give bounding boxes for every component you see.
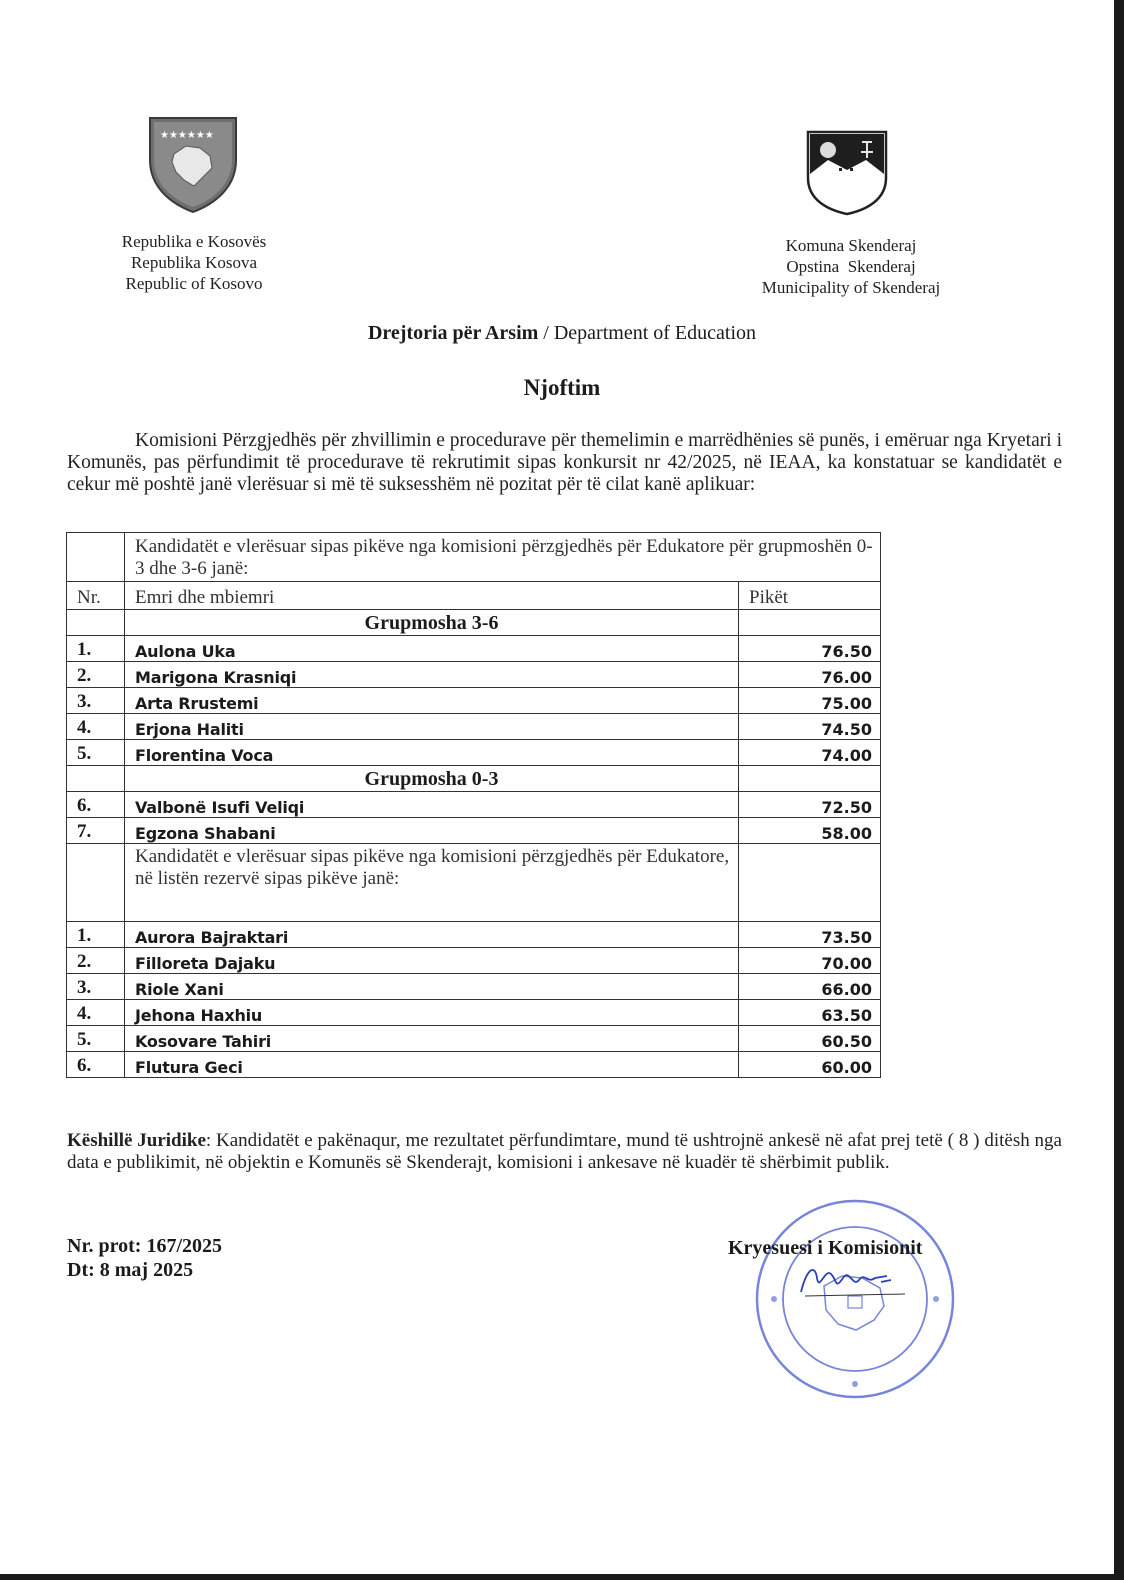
candidate-name: Aulona Uka bbox=[125, 636, 739, 662]
kosovo-coat-of-arms-icon bbox=[148, 116, 238, 214]
intro-paragraph: Komisioni Përzgjedhës për zhvillimin e procedurave për themelimin e marrëdhënies së punës, i emëruar nga Kryetari i Komunës, pas përfundimit të procedurave të rekrutimit sipas konkursit nr 42/2025, në IEAA, ka konstatuar se kandidatët e cekur më poshtë janë vlerësuar si më të suksesshëm në pozitat për të cilat kanë aplikuar: bbox=[67, 430, 1062, 495]
candidate-name: Jehona Haxhiu bbox=[125, 1000, 739, 1026]
candidate-points: 60.50 bbox=[739, 1026, 881, 1052]
candidate-name: Flutura Geci bbox=[125, 1052, 739, 1078]
empty-cell bbox=[739, 766, 881, 792]
svg-text:★★★★★★: ★★★★★★ bbox=[160, 130, 214, 141]
row-number: 7. bbox=[67, 818, 125, 844]
table-caption-main: Kandidatët e vlerësuar sipas pikëve nga komisioni përzgjedhës për Edukatore për grupmoshën 0-3 dhe 3-6 janë: bbox=[125, 533, 881, 582]
candidate-name: Valbonë Isufi Veliqi bbox=[125, 792, 739, 818]
candidate-name: Florentina Voca bbox=[125, 740, 739, 766]
table-row bbox=[67, 714, 881, 740]
row-number: 6. bbox=[67, 792, 125, 818]
candidate-points: 75.00 bbox=[739, 688, 881, 714]
row-number: 6. bbox=[67, 1052, 125, 1078]
empty-cell bbox=[67, 533, 125, 582]
row-number: 3. bbox=[67, 974, 125, 1000]
table-row bbox=[67, 636, 881, 662]
legal-advice-text: : Kandidatët e pakënaqur, me rezultatet përfundimtare, mund të ushtrojnë ankesë në afat prej tetë ( 8 ) ditësh nga data e publikimit, në objektin e Komunës së Skenderajt, komisioni i ankesave në kuadër të shërbimit publik. bbox=[67, 1130, 1062, 1173]
column-header-points: Pikët bbox=[739, 582, 881, 610]
header-left-text bbox=[100, 231, 288, 294]
protocol-block bbox=[67, 1234, 222, 1282]
page-title: Njoftim bbox=[523, 375, 601, 400]
protocol-number: Nr. prot: 167/2025 bbox=[67, 1235, 222, 1257]
row-number: 3. bbox=[67, 688, 125, 714]
candidate-points: 72.50 bbox=[739, 792, 881, 818]
table-row bbox=[67, 922, 881, 948]
candidate-name: Erjona Haliti bbox=[125, 714, 739, 740]
header-right-text bbox=[748, 235, 954, 298]
column-header-nr: Nr. bbox=[67, 582, 125, 610]
table-row bbox=[67, 662, 881, 688]
candidate-name: Arta Rrustemi bbox=[125, 688, 739, 714]
empty-cell bbox=[739, 610, 881, 636]
table-row bbox=[67, 1026, 881, 1052]
candidate-points: 63.50 bbox=[739, 1000, 881, 1026]
group-heading: Grupmosha 3-6 bbox=[125, 610, 739, 636]
table-row bbox=[67, 688, 881, 714]
column-header-name: Emri dhe mbiemri bbox=[125, 582, 739, 610]
legal-advice-paragraph bbox=[67, 1130, 1062, 1174]
header-right-line: Opstina Skenderaj bbox=[786, 257, 916, 276]
department-name: Drejtoria për Arsim bbox=[367, 322, 539, 344]
candidate-points: 76.00 bbox=[739, 662, 881, 688]
row-number: 2. bbox=[67, 948, 125, 974]
header-right-line: Municipality of Skenderaj bbox=[761, 278, 941, 297]
skenderaj-coat-of-arms-icon bbox=[806, 130, 888, 216]
row-number: 2. bbox=[67, 662, 125, 688]
empty-cell bbox=[67, 610, 125, 636]
table-row bbox=[67, 974, 881, 1000]
table-row bbox=[67, 1052, 881, 1078]
candidate-points: 74.00 bbox=[739, 740, 881, 766]
row-number: 1. bbox=[67, 922, 125, 948]
group-heading: Grupmosha 0-3 bbox=[125, 766, 739, 792]
candidate-name: Aurora Bajraktari bbox=[125, 922, 739, 948]
candidate-points: 60.00 bbox=[739, 1052, 881, 1078]
candidate-name: Egzona Shabani bbox=[125, 818, 739, 844]
table-row bbox=[67, 740, 881, 766]
header-left-line: Republika Kosova bbox=[130, 253, 258, 272]
candidate-name: Filloreta Dajaku bbox=[125, 948, 739, 974]
row-number: 5. bbox=[67, 1026, 125, 1052]
candidate-points: 66.00 bbox=[739, 974, 881, 1000]
signatory-title: Kryesuesi i Komisionit bbox=[728, 1237, 923, 1259]
candidate-points: 76.50 bbox=[739, 636, 881, 662]
candidate-name: Riole Xani bbox=[125, 974, 739, 1000]
table-caption-reserve: Kandidatët e vlerësuar sipas pikëve nga komisioni përzgjedhës për Edukatore, në listën rezervë sipas pikëve janë: bbox=[125, 844, 739, 922]
header-right-line: Komuna Skenderaj bbox=[785, 236, 917, 255]
department-line bbox=[0, 322, 1124, 345]
candidate-name: Kosovare Tahiri bbox=[125, 1026, 739, 1052]
empty-cell bbox=[67, 766, 125, 792]
row-number: 4. bbox=[67, 714, 125, 740]
header-left-line: Republika e Kosovës bbox=[121, 232, 267, 251]
table-row bbox=[67, 792, 881, 818]
row-number: 1. bbox=[67, 636, 125, 662]
candidate-points: 58.00 bbox=[739, 818, 881, 844]
candidate-points: 70.00 bbox=[739, 948, 881, 974]
table-row bbox=[67, 948, 881, 974]
table-row bbox=[67, 1000, 881, 1026]
empty-cell bbox=[739, 844, 881, 922]
empty-cell bbox=[67, 844, 125, 922]
legal-advice-label: Këshillë Juridike bbox=[67, 1130, 206, 1151]
candidate-points: 74.50 bbox=[739, 714, 881, 740]
candidate-name: Marigona Krasniqi bbox=[125, 662, 739, 688]
candidates-table bbox=[66, 532, 881, 1078]
handwritten-signature-icon bbox=[795, 1258, 915, 1300]
row-number: 5. bbox=[67, 740, 125, 766]
header-left-line: Republic of Kosovo bbox=[125, 274, 263, 293]
candidate-points: 73.50 bbox=[739, 922, 881, 948]
table-row bbox=[67, 818, 881, 844]
row-number: 4. bbox=[67, 1000, 125, 1026]
department-english: / Department of Education bbox=[538, 322, 757, 344]
document-date: Dt: 8 maj 2025 bbox=[67, 1259, 194, 1281]
